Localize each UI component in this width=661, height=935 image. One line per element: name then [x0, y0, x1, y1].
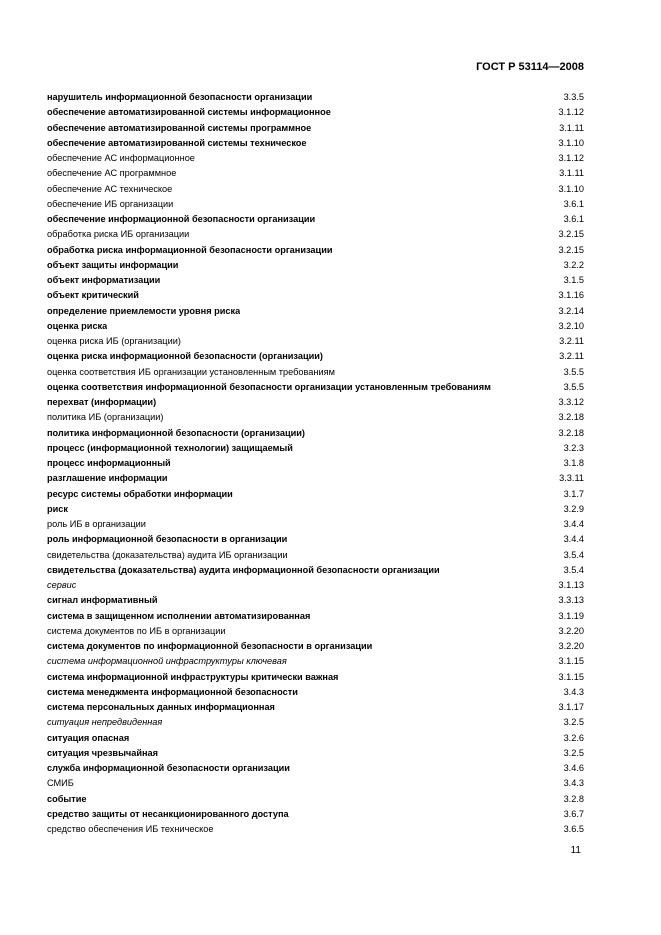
index-term: система информационной инфраструктуры ключевая — [47, 656, 287, 667]
index-ref: 3.5.5 — [563, 381, 584, 392]
index-entry — [47, 487, 584, 502]
index-term: политика ИБ (организации) — [47, 412, 164, 423]
index-ref: 3.1.12 — [558, 153, 584, 164]
index-term: роль ИБ в организации — [47, 519, 146, 530]
page-number: 11 — [570, 845, 581, 856]
index-entry — [47, 121, 584, 136]
index-entry — [47, 151, 584, 166]
index-ref: 3.2.18 — [558, 427, 584, 438]
index-ref: 3.2.15 — [558, 229, 584, 240]
index-entry — [47, 456, 584, 471]
index-term: сигнал информативный — [47, 595, 158, 606]
index-entry — [47, 197, 584, 212]
index-term: обеспечение АС информационное — [47, 153, 195, 164]
index-ref: 3.1.8 — [563, 458, 584, 469]
index-term: оценка соответствия информационной безопасности организации установленным требованиям — [47, 381, 491, 392]
index-ref: 3.2.5 — [563, 747, 584, 758]
index-entry — [47, 90, 584, 105]
index-term: свидетельства (доказательства) аудита информационной безопасности организации — [47, 564, 440, 575]
index-entry — [47, 563, 584, 578]
index-entry — [47, 349, 584, 364]
index-term: ситуация непредвиденная — [47, 717, 163, 728]
index-term: процесс информационный — [47, 458, 171, 469]
index-ref: 3.2.3 — [563, 442, 584, 453]
index-term: система информационной инфраструктуры критически важная — [47, 671, 339, 682]
index-term: событие — [47, 793, 87, 804]
index-term: оценка риска — [47, 320, 108, 331]
index-ref: 3.6.1 — [563, 198, 584, 209]
index-ref: 3.2.10 — [558, 320, 584, 331]
index-entry — [47, 502, 584, 517]
index-ref: 3.1.5 — [563, 275, 584, 286]
index-entry — [47, 593, 584, 608]
index-term: средство защиты от несанкционированного доступа — [47, 808, 289, 819]
index-ref: 3.2.11 — [559, 351, 584, 362]
index-ref: 3.2.5 — [563, 717, 584, 728]
index-entry — [47, 288, 584, 303]
index-term: обеспечение АС программное — [47, 168, 177, 179]
index-ref: 3.1.11 — [559, 122, 584, 133]
index-term: риск — [47, 503, 68, 514]
index-entry — [47, 227, 584, 242]
index-ref: 3.2.9 — [563, 503, 584, 514]
index-ref: 3.5.4 — [563, 564, 584, 575]
index-entry — [47, 822, 584, 837]
index-entry — [47, 243, 584, 258]
index-ref: 3.1.7 — [563, 488, 584, 499]
index-ref: 3.2.18 — [558, 412, 584, 423]
index-term: система в защищенном исполнении автоматизированная — [47, 610, 311, 621]
index-entry — [47, 212, 584, 227]
index-entry — [47, 609, 584, 624]
index-entry — [47, 258, 584, 273]
index-term: объект защиты информации — [47, 259, 179, 270]
index-ref: 3.2.6 — [563, 732, 584, 743]
index-ref: 3.2.8 — [563, 793, 584, 804]
term-index — [47, 90, 584, 837]
index-ref: 3.2.20 — [558, 625, 584, 636]
index-entry — [47, 670, 584, 685]
index-entry — [47, 715, 584, 730]
index-ref: 3.6.5 — [563, 824, 584, 835]
index-ref: 3.1.13 — [558, 580, 584, 591]
index-ref: 3.6.1 — [563, 214, 584, 225]
index-ref: 3.1.12 — [558, 107, 584, 118]
index-term: перехват (информации) — [47, 397, 157, 408]
index-term: сервис — [47, 580, 77, 591]
index-entry — [47, 578, 584, 593]
index-entry — [47, 654, 584, 669]
index-term: оценка риска ИБ (организации) — [47, 336, 181, 347]
index-term: служба информационной безопасности организации — [47, 763, 290, 774]
index-term: объект критический — [47, 290, 139, 301]
index-ref: 3.1.15 — [558, 671, 584, 682]
index-entry — [47, 548, 584, 563]
index-term: ситуация чрезвычайная — [47, 747, 159, 758]
index-ref: 3.2.14 — [558, 305, 584, 316]
index-term: обеспечение автоматизированной системы информационное — [47, 107, 331, 118]
index-term: ресурс системы обработки информации — [47, 488, 233, 499]
index-entry — [47, 166, 584, 181]
index-term: оценка соответствия ИБ организации установленным требованиям — [47, 366, 335, 377]
index-term: обеспечение АС техническое — [47, 183, 173, 194]
index-entry — [47, 792, 584, 807]
index-entry — [47, 517, 584, 532]
index-entry — [47, 807, 584, 822]
index-ref: 3.4.6 — [563, 763, 584, 774]
index-entry — [47, 426, 584, 441]
index-term: система документов по ИБ в организации — [47, 625, 226, 636]
index-entry — [47, 273, 584, 288]
index-ref: 3.1.11 — [559, 168, 584, 179]
index-term: процесс (информационной технологии) защищаемый — [47, 442, 293, 453]
index-ref: 3.6.7 — [563, 808, 584, 819]
index-entry — [47, 731, 584, 746]
index-term: политика информационной безопасности (организации) — [47, 427, 305, 438]
index-ref: 3.1.19 — [558, 610, 584, 621]
index-entry — [47, 304, 584, 319]
index-entry — [47, 105, 584, 120]
index-entry — [47, 410, 584, 425]
index-ref: 3.2.15 — [558, 244, 584, 255]
index-entry — [47, 136, 584, 151]
index-term: объект информатизации — [47, 275, 161, 286]
index-term: система документов по информационной безопасности в организации — [47, 641, 373, 652]
index-ref: 3.3.11 — [559, 473, 584, 484]
index-ref: 3.2.20 — [558, 641, 584, 652]
document-code: ГОСТ Р 53114—2008 — [476, 61, 584, 73]
index-entry — [47, 319, 584, 334]
index-entry — [47, 471, 584, 486]
index-entry — [47, 182, 584, 197]
index-term: роль информационной безопасности в организации — [47, 534, 288, 545]
index-ref: 3.1.10 — [558, 137, 584, 148]
index-ref: 3.3.12 — [558, 397, 584, 408]
index-ref: 3.2.2 — [563, 259, 584, 270]
index-entry — [47, 685, 584, 700]
index-entry — [47, 624, 584, 639]
index-term: определение приемлемости уровня риска — [47, 305, 241, 316]
index-entry — [47, 639, 584, 654]
index-term: разглашение информации — [47, 473, 168, 484]
index-entry — [47, 365, 584, 380]
index-entry — [47, 776, 584, 791]
index-ref: 3.4.4 — [563, 519, 584, 530]
index-term: обеспечение информационной безопасности организации — [47, 214, 316, 225]
index-term: обработка риска ИБ организации — [47, 229, 190, 240]
index-ref: 3.4.3 — [563, 778, 584, 789]
index-entry — [47, 395, 584, 410]
index-ref: 3.4.4 — [563, 534, 584, 545]
index-ref: 3.3.13 — [558, 595, 584, 606]
index-term: система менеджмента информационной безопасности — [47, 686, 298, 697]
index-entry — [47, 334, 584, 349]
index-ref: 3.1.17 — [558, 702, 584, 713]
index-term: обработка риска информационной безопасности организации — [47, 244, 333, 255]
index-entry — [47, 700, 584, 715]
index-ref: 3.2.11 — [559, 336, 584, 347]
index-term: обеспечение автоматизированной системы техническое — [47, 137, 307, 148]
index-term: оценка риска информационной безопасности (организации) — [47, 351, 323, 362]
index-ref: 3.1.15 — [558, 656, 584, 667]
index-entry — [47, 380, 584, 395]
index-term: обеспечение автоматизированной системы программное — [47, 122, 312, 133]
index-ref: 3.1.10 — [558, 183, 584, 194]
index-ref: 3.1.16 — [558, 290, 584, 301]
index-ref: 3.4.3 — [563, 686, 584, 697]
index-entry — [47, 761, 584, 776]
index-term: средство обеспечения ИБ техническое — [47, 824, 214, 835]
index-term: обеспечение ИБ организации — [47, 198, 174, 209]
index-ref: 3.3.5 — [563, 92, 584, 103]
index-term: СМИБ — [47, 778, 74, 789]
index-ref: 3.5.5 — [563, 366, 584, 377]
index-term: ситуация опасная — [47, 732, 130, 743]
index-term: свидетельства (доказательства) аудита ИБ организации — [47, 549, 288, 560]
index-ref: 3.5.4 — [563, 549, 584, 560]
index-term: нарушитель информационной безопасности организации — [47, 92, 313, 103]
index-entry — [47, 532, 584, 547]
index-entry — [47, 746, 584, 761]
index-term: система персональных данных информационная — [47, 702, 275, 713]
index-entry — [47, 441, 584, 456]
